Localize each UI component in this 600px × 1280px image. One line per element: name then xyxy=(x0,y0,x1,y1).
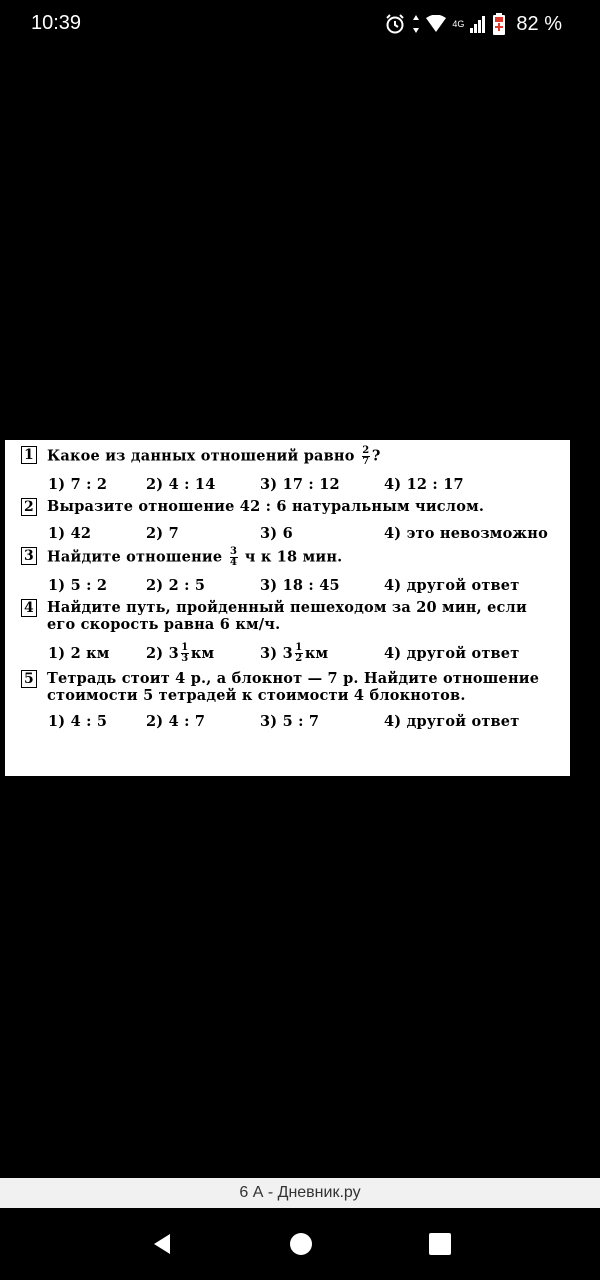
answer-option: 3) 18 : 45 xyxy=(260,576,340,594)
task-4 xyxy=(21,599,558,666)
task-1 xyxy=(21,446,558,494)
alarm-icon xyxy=(384,13,406,35)
browser-title-bar[interactable] xyxy=(0,1178,600,1208)
answer-option: 3) 5 : 7 xyxy=(260,712,320,730)
task-question: Найдите путь, пройденный пешеходом за 20 мин, если его скорость равна 6 км/ч. xyxy=(47,599,527,633)
data-arrows-icon xyxy=(412,14,420,34)
answer-option: 3) 6 xyxy=(260,524,293,542)
task-number: 2 xyxy=(21,498,37,516)
math-worksheet xyxy=(5,440,570,776)
home-icon[interactable] xyxy=(289,1232,313,1256)
task-number: 3 xyxy=(21,547,37,565)
answer-option: 4) это невозможно xyxy=(384,524,548,542)
task-5 xyxy=(21,670,558,731)
status-time: 10:39 xyxy=(31,12,82,34)
answer-option: 4) 12 : 17 xyxy=(384,475,464,493)
answer-option: 2) 4 : 7 xyxy=(146,712,206,730)
fraction: $\frac{2}{7}$ xyxy=(362,445,370,467)
network-type: 4G xyxy=(452,19,465,29)
navigation-bar xyxy=(0,1208,600,1280)
answer-option: 1) 5 : 2 xyxy=(48,576,108,594)
task-number: 1 xyxy=(21,446,37,464)
answer-option: 2) 7 xyxy=(146,524,179,542)
answer-options xyxy=(48,474,558,494)
battery-percent: 82 % xyxy=(516,12,562,35)
task-3 xyxy=(21,547,558,595)
answer-option: 4) другой ответ xyxy=(384,576,520,594)
answer-option: 1) 2 км xyxy=(48,644,110,662)
back-icon[interactable] xyxy=(150,1232,174,1256)
answer-option: 1) 4 : 5 xyxy=(48,712,108,730)
battery-icon xyxy=(492,13,506,35)
answer-option: 3) 17 : 12 xyxy=(260,475,340,493)
answer-option: 2) 3 $\frac{1}{3}$ км xyxy=(146,641,215,664)
task-number: 4 xyxy=(21,599,37,617)
task-question: Найдите отношение $\frac{3}{4}$ ч к 18 мин. xyxy=(47,546,343,568)
wifi-icon xyxy=(426,15,446,33)
task-2 xyxy=(21,498,558,543)
status-icons xyxy=(384,12,562,36)
recents-icon[interactable] xyxy=(428,1232,452,1256)
page-title: 6 А - Дневник.ру xyxy=(239,1184,361,1201)
answer-option: 1) 42 xyxy=(48,524,92,542)
answer-options xyxy=(48,711,558,731)
status-bar xyxy=(0,0,600,50)
answer-option: 4) другой ответ xyxy=(384,644,520,662)
answer-options xyxy=(48,523,558,543)
answer-option: 2) 4 : 14 xyxy=(146,475,216,493)
task-question: Тетрадь стоит 4 р., а блокнот — 7 р. Найдите отношение стоимости 5 тетрадей к стоимости 4 блокнотов. xyxy=(47,670,540,704)
task-question: Какое из данных отношений равно $\frac{2}{7}$ ? xyxy=(47,445,381,467)
signal-icon xyxy=(470,15,486,33)
answer-option: 1) 7 : 2 xyxy=(48,475,108,493)
task-question: Выразите отношение 42 : 6 натуральным числом. xyxy=(47,498,485,515)
fraction: $\frac{3}{4}$ xyxy=(229,546,238,568)
answer-option: 3) 3 $\frac{1}{2}$ км xyxy=(260,641,329,664)
answer-option: 2) 2 : 5 xyxy=(146,576,206,594)
task-number: 5 xyxy=(21,670,37,688)
answer-options xyxy=(48,575,558,595)
answer-options xyxy=(48,640,558,666)
answer-option: 4) другой ответ xyxy=(384,712,520,730)
